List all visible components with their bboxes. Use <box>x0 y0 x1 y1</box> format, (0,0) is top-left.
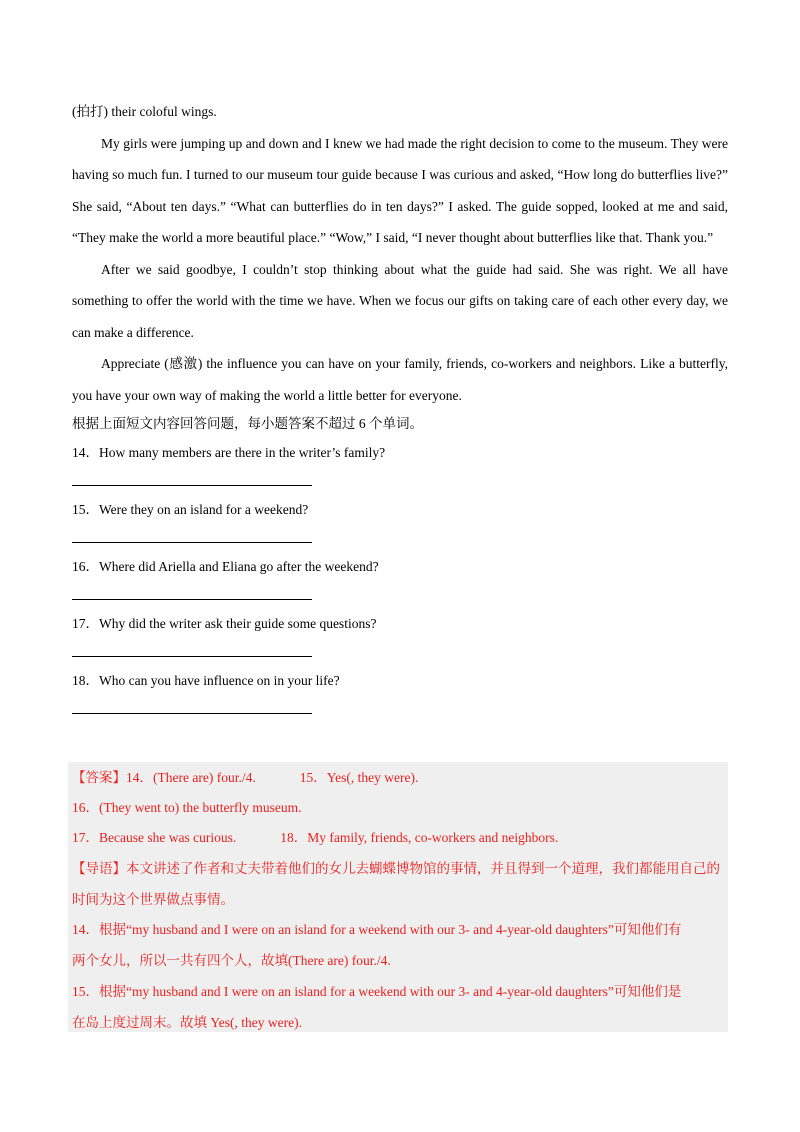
explanation-15-line-1: 15．根据“my husband and I were on an island for a weekend with our 3- and 4-year-old daughters”可知他们是 <box>72 984 682 999</box>
guide-tag: 【导语】 <box>72 861 126 876</box>
passage-paragraph-1: My girls were jumping up and down and I knew we had made the right decision to come to the museum. They were having so much fun. I turned to our museum tour guide because I was curious and asked, “How long do butterflies live?” She said, “About ten days.” “What can butterflies do in ten days?” I asked. The guide sopped, looked at me and said, “They make the world a more beautiful place.” “Wow,” I said, “I never thought about butterflies like that. Thank you.” <box>72 135 728 245</box>
question-14: 14．How many members are there in the writer’s family? <box>72 445 386 460</box>
passage-paragraph-0: (拍打) their coloful wings. <box>72 104 217 119</box>
passage-section <box>72 96 728 728</box>
question-16: 16．Where did Ariella and Eliana go after the weekend? <box>72 559 379 574</box>
explanation-14-line-2: 两个女儿，所以一共有四个人，故填(There are) four./4. <box>72 953 391 968</box>
answer-blank-15[interactable] <box>72 542 312 543</box>
question-18: 18．Who can you have influence on in your life? <box>72 673 340 688</box>
passage-paragraph-3: Appreciate (感激) the influence you can have on your family, friends, co-workers and neighbors. Like a butterfly, you have your own way of making the world a little better for everyone. <box>72 356 728 403</box>
guide-text: 本文讲述了作者和丈夫带着他们的女儿去蝴蝶博物馆的事情，并且得到一个道理，我们都能用自己的时间为这个世界做点事情。 <box>72 861 720 907</box>
answer-15: 15．Yes(, they were). <box>299 770 419 785</box>
explanation-15-line-2: 在岛上度过周末。故填 Yes(, they were). <box>72 1015 302 1030</box>
answer-16: 16．(They went to) the butterfly museum. <box>72 800 302 815</box>
answer-14: 14．(There are) four./4. <box>126 770 256 785</box>
answer-18: 18．My family, friends, co-workers and neighbors. <box>280 830 559 845</box>
instruction-text: 根据上面短文内容回答问题，每小题答案不超过 6 个单词。 <box>72 416 423 431</box>
answer-line-3 <box>72 822 724 853</box>
answer-blank-14[interactable] <box>72 485 312 486</box>
passage-paragraph-2: After we said goodbye, I couldn’t stop thinking about what the guide had said. She was right. We all have something to offer the world with the time we have. When we focus our gifts on taking care of each other every day, we can make a difference. <box>72 261 728 340</box>
answer-blank-16[interactable] <box>72 599 312 600</box>
answer-blank-17[interactable] <box>72 656 312 657</box>
answer-tag: 【答案】 <box>72 770 126 785</box>
question-17: 17．Why did the writer ask their guide some questions? <box>72 616 377 631</box>
question-15: 15．Were they on an island for a weekend? <box>72 502 309 517</box>
answer-17: 17．Because she was curious. <box>72 830 237 845</box>
explanation-14-line-1: 14．根据“my husband and I were on an island for a weekend with our 3- and 4-year-old daughters”可知他们有 <box>72 922 682 937</box>
guide-line-1 <box>72 853 724 915</box>
questions-list <box>72 443 728 714</box>
answer-line-1 <box>72 762 724 793</box>
answer-blank-18[interactable] <box>72 713 312 714</box>
